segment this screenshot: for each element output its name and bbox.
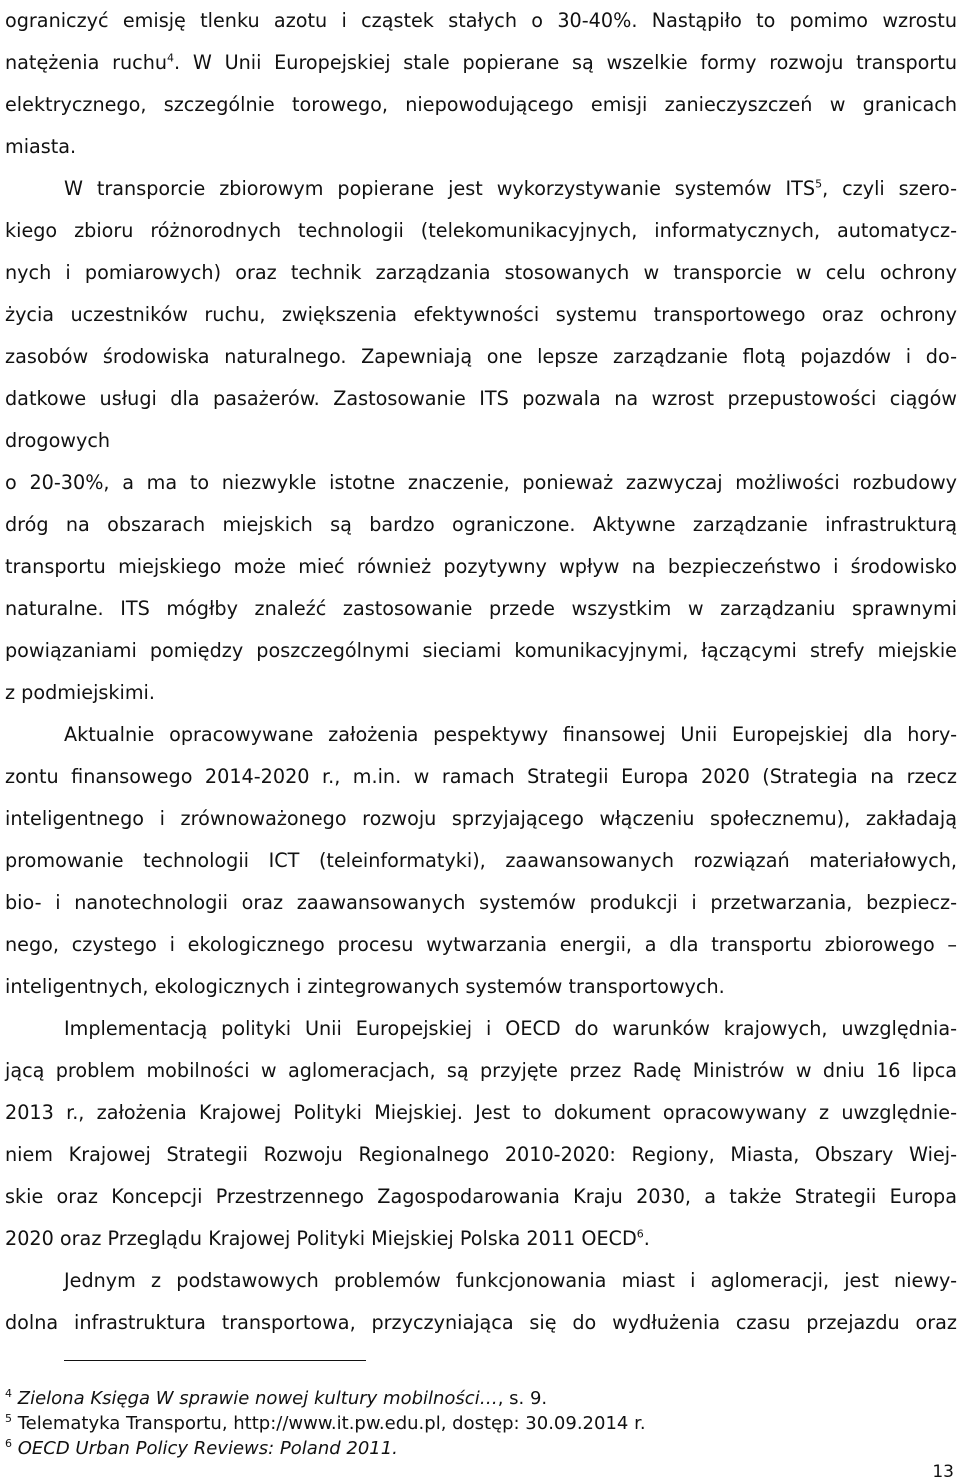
text-line: jącą problem mobilności w aglomeracjach, są przyjęte przez Radę Ministrów w dniu 16 lipca [5,1059,957,1082]
text-line: miasta. [5,135,77,158]
text-line: inteligentnego i zrównoważonego rozwoju sprzyjającego włączeniu społecznemu), zakładają [5,807,957,830]
text-line: ograniczyć emisję tlenku azotu i cząstek stałych o 30-40%. Nastąpiło to pomimo wzrostu [5,9,957,32]
text-line: dróg na obszarach miejskich są bardzo ograniczone. Aktywne zarządzanie infrastrukturą [5,513,957,536]
text-line: nego, czystego i ekologicznego procesu wytwarzania energii, a dla transportu zbiorowego – [5,933,957,956]
body-text [5,0,957,1344]
footnote-number: 4 [5,1387,12,1400]
text-line: kiego zbioru różnorodnych technologii (telekomunikacyjnych, informatycznych, automatycz- [5,219,957,242]
footnote-ref[interactable]: 5 [815,177,823,191]
text-line: elektrycznego, szczególnie torowego, niepowodującego emisji zanieczyszczeń w granicach [5,93,957,116]
text-line: Jednym z podstawowych problemów funkcjonowania miast i aglomeracji, jest niewy- [64,1269,957,1292]
text-line: dolna infrastruktura transportowa, przyczyniająca się do wydłużenia czasu przejazdu oraz [5,1311,957,1334]
text-line: datkowe usługi dla pasażerów. Zastosowanie ITS pozwala na wzrost przepustowości ciągów [5,387,957,410]
text-line: o 20-30%, a ma to niezwykle istotne znaczenie, ponieważ zazwyczaj możliwości rozbudowy [5,471,957,494]
text-line: drogowych [5,429,111,452]
text-line: powiązaniami pomiędzy poszczególnymi sieciami komunikacyjnymi, łączącymi strefy miejskie [5,639,957,662]
text-line: transportu miejskiego może mieć również pozytywny wpływ na bezpieczeństwo i środowisko [5,555,957,578]
footnote [5,1411,955,1437]
footnote [5,1386,955,1412]
footnote-title: OECD Urban Policy Reviews: Poland 2011. [17,1438,398,1459]
text-line: W transporcie zbiorowym popierane jest wykorzystywanie systemów ITS$^5$, czyli szero- [64,177,958,200]
footnote-text: Telematyka Transportu, http://www.it.pw.edu.pl, dostęp: 30.09.2014 r. [17,1413,646,1434]
text-line: promowanie technologii ICT (teleinformatyki), zaawansowanych rozwiązań materiałowych, [5,849,957,872]
text-line: skie oraz Koncepcji Przestrzennego Zagospodarowania Kraju 2030, a także Strategii Europa [5,1185,957,1208]
text-line: zontu finansowego 2014-2020 r., m.in. w ramach Strategii Europa 2020 (Strategia na rzecz [5,765,957,788]
text-line: 2020 oraz Przeglądu Krajowej Polityki Miejskiej Polska 2011 OECD$^6$. [5,1227,650,1250]
text-line: inteligentnych, ekologicznych i zintegrowanych systemów transportowych. [5,975,725,998]
text-line: Aktualnie opracowywane założenia pespektywy finansowej Unii Europejskiej dla hory- [64,723,957,746]
footnote [5,1436,955,1462]
text-line: nych i pomiarowych) oraz technik zarządzania stosowanych w transporcie w celu ochrony [5,261,957,284]
page-number: 13 [932,1462,954,1482]
text-line: naturalne. ITS mógłby znaleźć zastosowanie przede wszystkim w zarządzaniu sprawnymi [5,597,957,620]
text-line: Implementacją polityki Unii Europejskiej i OECD do warunków krajowych, uwzględnia- [64,1017,957,1040]
text-line: 2013 r., założenia Krajowej Polityki Miejskiej. Jest to dokument opracowywany z uwzględnie- [5,1101,957,1124]
text-line: życia uczestników ruchu, zwiększenia efektywności systemu transportowego oraz ochrony [5,303,957,326]
text-line: niem Krajowej Strategii Rozwoju Regionalnego 2010-2020: Regiony, Miasta, Obszary Wiej- [5,1143,957,1166]
footnote-number: 6 [5,1437,12,1450]
footnote-ref[interactable]: 6 [636,1227,644,1241]
footnote-title: Zielona Księga W sprawie nowej kultury mobilności… [17,1388,498,1409]
footnote-ref[interactable]: 4 [167,51,175,65]
text-line: zasobów środowiska naturalnego. Zapewniają one lepsze zarządzanie flotą pojazdów i do- [5,345,957,368]
text-line: natężenia ruchu$^4$. W Unii Europejskiej stale popierane są wszelkie formy rozwoju transportu [5,51,957,74]
text-line: bio- i nanotechnologii oraz zaawansowanych systemów produkcji i przetwarzania, bezpiecz- [5,891,957,914]
footnote-number: 5 [5,1412,12,1425]
text-line: z podmiejskimi. [5,681,155,704]
footnote-separator [64,1360,366,1361]
footnote-text: , s. 9. [497,1388,548,1409]
